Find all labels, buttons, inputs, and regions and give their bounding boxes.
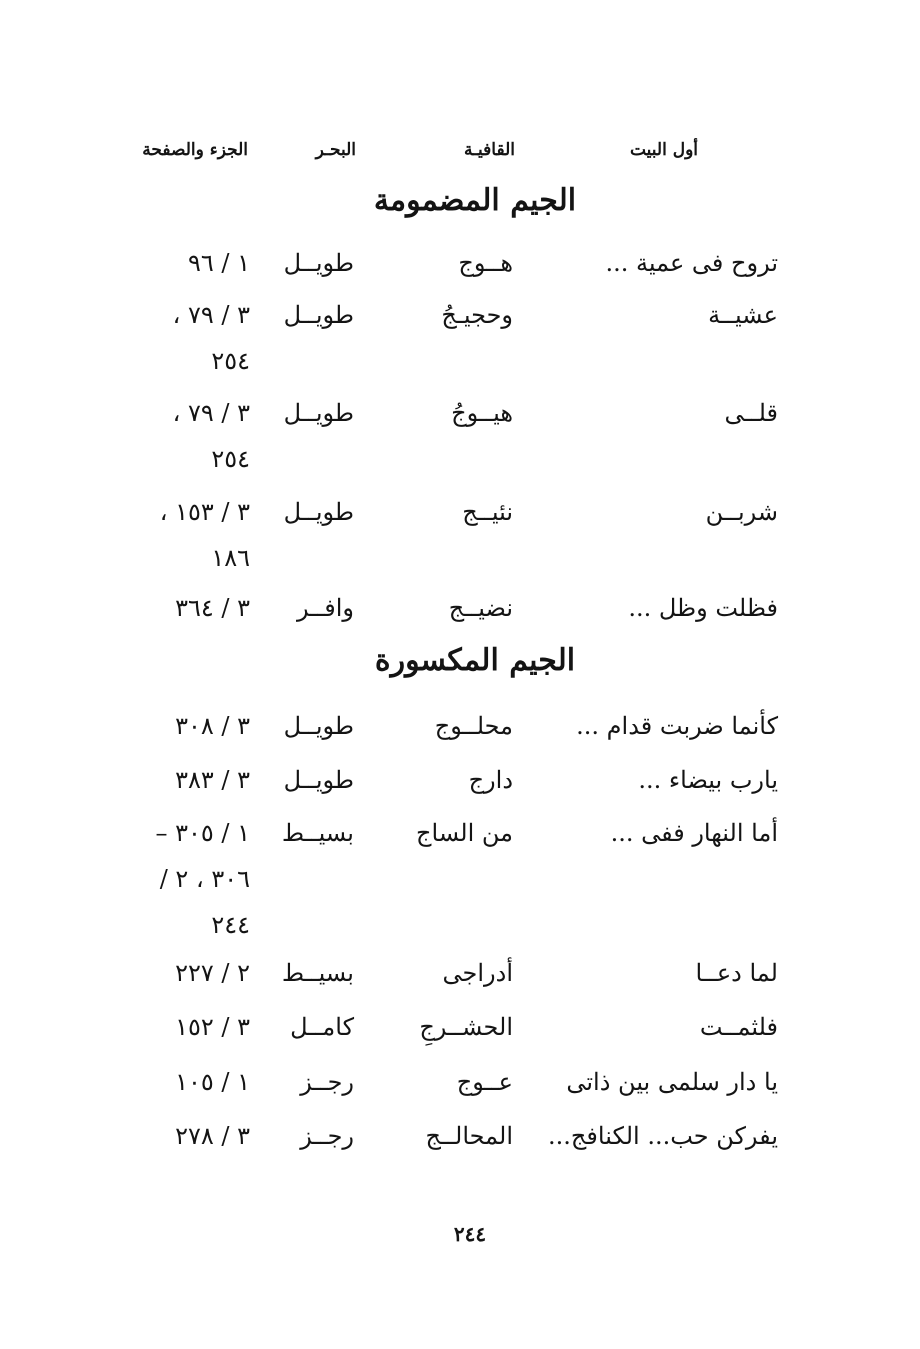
section-title: الجيم المكسورة [374,643,576,678]
rhyme-cell: نضيــج [448,594,513,622]
reference-cell [188,240,250,286]
reference-cell [175,1059,250,1105]
first-line-cell: يارب بيضاء ... [638,766,778,794]
table-header [0,140,920,174]
first-line-cell: فلثمــت [699,1013,778,1041]
reference-line: ٣ / ٧٩ ، [172,301,250,329]
reference-line: ١٨٦ [211,544,250,572]
reference-cell [175,703,250,749]
rhyme-cell: المحالــج [425,1122,513,1150]
rhyme-cell: نئيــج [462,498,513,526]
reference-line: ٣ / ٣٨٣ [175,766,250,794]
meter-cell: طويــل [283,712,354,740]
meter-cell: طويــل [283,249,354,277]
reference-line: ٢٥٤ [211,445,250,473]
meter-cell: طويــل [283,498,354,526]
first-line-cell: كأنما ضربت قدام ... [576,712,778,740]
reference-cell [160,489,250,581]
reference-cell [175,950,250,996]
reference-line: ٢٥٤ [211,347,250,375]
rhyme-cell: دارج [468,766,513,794]
reference-line: ٣ / ١٥٢ [175,1013,250,1041]
first-line-cell: يا دار سلمى بين ذاتى [566,1068,778,1096]
header-meter: البحـر [315,140,356,160]
reference-line: ٣ / ٢٧٨ [175,1122,250,1150]
first-line-cell: عشيــة [708,301,778,329]
meter-cell: بسيــط [281,819,354,847]
rhyme-cell: محلــوج [434,712,513,740]
reference-line: ٢٤٤ [211,911,250,939]
reference-cell [175,1004,250,1050]
meter-cell: وافــر [296,594,354,622]
header-volume-page: الجزء والصفحة [142,140,248,160]
reference-line: ٣ / ٣٦٤ [175,594,250,622]
reference-line: ٣ / ٣٠٨ [175,712,250,740]
reference-cell [173,292,250,384]
section-title: الجيم المضمومة [373,183,577,218]
reference-line: ١ / ٩٦ [187,249,250,277]
reference-line: ٣٠٦ ، ٢ / [159,865,250,893]
rhyme-cell: عــوج [456,1068,513,1096]
first-line-cell: يفركن حب... الكنافج... [548,1122,778,1150]
meter-cell: رجــز [300,1068,354,1096]
header-first-line: أول البيت [629,140,698,160]
reference-line: ١ / ١٠٥ [175,1068,250,1096]
rhyme-cell: هيــوجُ [451,399,513,427]
meter-cell: رجــز [300,1122,354,1150]
reference-cell [155,810,250,948]
rhyme-cell: هــوج [458,249,513,277]
header-rhyme: القافيـة [463,140,515,160]
first-line-cell: فظلت وظل ... [628,594,778,622]
first-line-cell: تروح فى عمية ... [605,249,778,277]
reference-line: ٣ / ٧٩ ، [172,399,250,427]
reference-cell [175,757,250,803]
reference-cell [173,390,250,482]
rhyme-cell: أدراجى [442,959,513,987]
reference-cell [175,1113,250,1159]
first-line-cell: لما دعــا [695,959,778,987]
meter-cell: كامــل [290,1013,354,1041]
page-number: ٢٤٤ [453,1222,487,1246]
first-line-cell: شربــن [705,498,778,526]
meter-cell: طويــل [283,301,354,329]
reference-line: ١ / ٣٠٥ – [155,819,250,847]
meter-cell: طويــل [283,766,354,794]
rhyme-cell: من الساج [416,819,513,847]
reference-line: ٢ / ٢٢٧ [175,959,250,987]
first-line-cell: أما النهار ففى ... [610,819,778,847]
meter-cell: طويــل [283,399,354,427]
meter-cell: بسيــط [281,959,354,987]
reference-line: ٣ / ١٥٣ ، [159,498,250,526]
first-line-cell: قلــى [724,399,778,427]
reference-cell [175,585,250,631]
rhyme-cell: وحجيـجُ [441,301,513,329]
rhyme-cell: الحشــرجِ [419,1013,513,1041]
